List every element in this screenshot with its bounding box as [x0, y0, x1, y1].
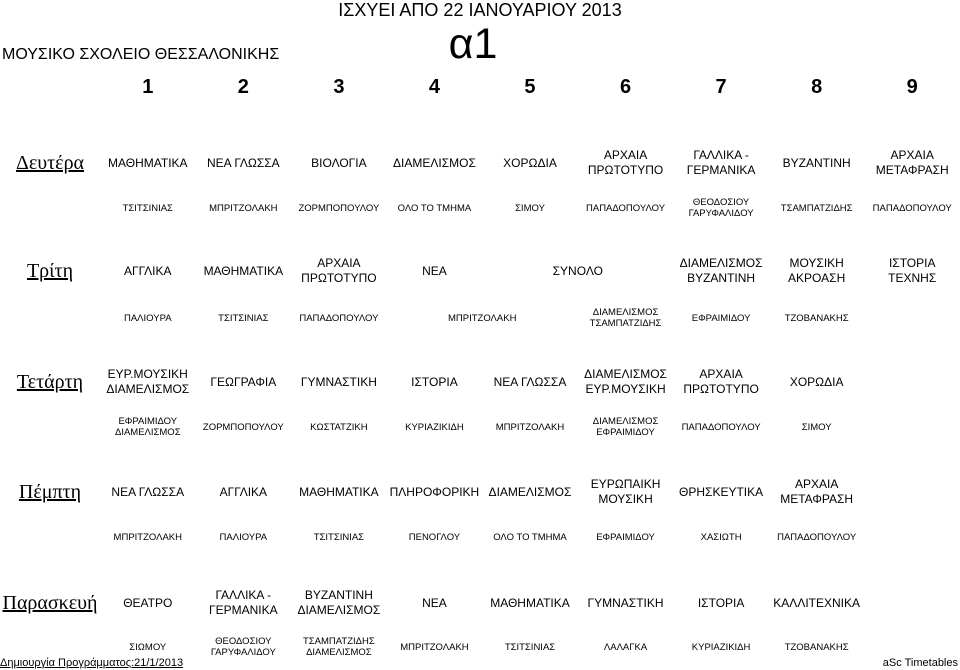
subject-cell: ΝΕΑ ΓΛΩΣΣΑ — [206, 155, 280, 170]
subject-cell: ΜΑΘΗΜΑΤΙΚΑ — [108, 155, 188, 170]
teacher-cell: ΤΣΑΜΠΑΤΖΙΔΗΣ ΔΙΑΜΕΛΙΣΜΟΣ — [303, 636, 375, 658]
teacher-cell: ΣΙΩΜΟΥ — [129, 641, 167, 653]
creation-date: Δημιουργία Προγράμματος:21/1/2013 — [0, 657, 184, 669]
day-row-wednesday — [0, 363, 960, 401]
teacher-cell: ΣΙΜΟΥ — [801, 421, 832, 433]
subject-cell: ΑΓΓΛΙΚΑ — [124, 263, 172, 278]
teacher-cell: ΤΣΙΤΣΙΝΙΑΣ — [313, 531, 365, 543]
subject-cell: ΓΑΛΛΙΚΑ - ΓΕΡΜΑΝΙΚΑ — [686, 148, 756, 177]
teacher-cell: ΘΕΟΔΟΣΙΟΥ ΓΑΡΥΦΑΛΙΔΟΥ — [688, 197, 754, 219]
day-name: Δευτέρα — [15, 151, 85, 174]
teacher-cell: ΠΑΠΑΔΟΠΟΥΛΟΥ — [586, 202, 666, 214]
teacher-cell: ΕΦΡΑΙΜΙΔΟΥ — [691, 312, 751, 324]
teacher-cell: ΤΣΙΤΣΙΝΙΑΣ — [122, 202, 173, 214]
teacher-cell: ΜΠΡΙΤΖΟΛΑΚΗ — [447, 312, 517, 324]
teacher-cell: ΤΖΟΒΑΝΑΚΗΣ — [784, 641, 849, 653]
day-row-friday — [0, 584, 960, 622]
teacher-cell: ΠΑΛΙΟΥΡΑ — [123, 312, 172, 324]
period-header — [100, 73, 960, 101]
subject-cell: ΑΡΧΑΙΑ ΠΡΩΤΟΤΥΠΟ — [683, 367, 759, 396]
class-name: α1 — [448, 20, 498, 68]
subject-cell: ΧΟΡΩΔΙΑ — [789, 374, 844, 389]
teacher-cell: ΠΑΠΑΔΟΠΟΥΛΟΥ — [681, 421, 761, 433]
subject-cell: ΝΕΑ ΓΛΩΣΣΑ — [493, 374, 567, 389]
teacher-cell: ΟΛΟ ΤΟ ΤΜΗΜΑ — [493, 531, 567, 543]
teacher-cell: ΠΑΠΑΔΟΠΟΥΛΟΥ — [777, 531, 857, 543]
subject-cell: ΜΟΥΣΙΚΗ ΑΚΡΟΑΣΗ — [788, 256, 846, 285]
subject-cell: ΣΥΝΟΛΟ — [552, 263, 603, 278]
subject-cell: ΠΛΗΡΟΦΟΡΙΚΗ — [389, 484, 480, 499]
day-name: Πέμπτη — [18, 480, 82, 503]
teacher-row-thursday — [0, 524, 960, 550]
subject-cell: ΙΣΤΟΡΙΑ ΤΕΧΝΗΣ — [888, 256, 937, 285]
teacher-cell: ΠΑΠΑΔΟΠΟΥΛΟΥ — [872, 202, 952, 214]
teacher-cell: ΕΦΡΑΙΜΙΔΟΥ — [596, 531, 655, 543]
period-number: 7 — [715, 76, 727, 98]
day-name: Παρασκευή — [2, 591, 98, 614]
teacher-cell: ΜΠΡΙΤΖΟΛΑΚΗ — [113, 531, 182, 543]
period-number: 2 — [237, 76, 249, 98]
teacher-cell: ΖΟΡΜΠΟΠΟΥΛΟΥ — [202, 421, 284, 433]
subject-cell: ΔΙΑΜΕΛΙΣΜΟΣ — [393, 155, 476, 170]
subject-cell: ΘΡΗΣΚΕΥΤΙΚΑ — [679, 484, 764, 499]
subject-cell: ΕΥΡ.ΜΟΥΣΙΚΗ ΔΙΑΜΕΛΙΣΜΟΣ — [106, 367, 190, 396]
teacher-cell: ΚΥΡΙΑΖΙΚΙΔΗ — [691, 641, 751, 653]
period-number: 9 — [906, 76, 918, 98]
validity-date: ΙΣΧΥΕΙ ΑΠΟ 22 ΙΑΝΟΥΑΡΙΟΥ 2013 — [338, 0, 622, 20]
subject-cell: ΒΙΟΛΟΓΙΑ — [311, 155, 367, 170]
teacher-cell: ΜΠΡΙΤΖΟΛΑΚΗ — [400, 641, 469, 653]
subject-cell: ΒΥΖΑΝΤΙΝΗ ΔΙΑΜΕΛΙΣΜΟΣ — [297, 588, 381, 617]
period-number: 5 — [524, 76, 536, 98]
teacher-cell: ΚΥΡΙΑΖΙΚΙΔΗ — [405, 421, 464, 433]
subject-cell: ΝΕΑ — [422, 263, 447, 278]
teacher-cell: ΘΕΟΔΟΣΙΟΥ ΓΑΡΥΦΑΛΙΔΟΥ — [210, 636, 276, 658]
subject-cell: ΜΑΘΗΜΑΤΙΚΑ — [490, 595, 570, 610]
teacher-cell: ΜΠΡΙΤΖΟΛΑΚΗ — [209, 202, 278, 214]
subject-cell: ΝΕΑ ΓΛΩΣΣΑ — [111, 484, 185, 499]
teacher-cell: ΠΑΛΙΟΥΡΑ — [219, 531, 268, 543]
subject-cell: ΧΟΡΩΔΙΑ — [503, 155, 557, 170]
day-row-monday — [0, 144, 960, 182]
day-name: Τετάρτη — [16, 370, 84, 393]
day-name: Τρίτη — [26, 259, 74, 282]
period-number: 4 — [428, 76, 440, 98]
subject-cell: ΕΥΡΩΠΑΙΚΗ ΜΟΥΣΙΚΗ — [590, 477, 661, 506]
software-credit: aSc Timetables — [882, 657, 958, 669]
teacher-cell: ΛΑΛΑΓΚΑ — [603, 641, 648, 653]
subject-cell: ΑΡΧΑΙΑ ΠΡΩΤΟΤΥΠΟ — [301, 256, 377, 285]
subject-cell: ΓΕΩΓΡΑΦΙΑ — [210, 374, 277, 389]
teacher-cell: ΣΙΜΟΥ — [515, 202, 545, 214]
teacher-cell: ΠΕΝΟΓΛΟΥ — [408, 531, 461, 543]
period-number: 1 — [142, 76, 154, 98]
day-row-thursday — [0, 473, 960, 511]
subject-cell: ΓΥΜΝΑΣΤΙΚΗ — [587, 595, 664, 610]
teacher-cell: ΔΙΑΜΕΛΙΣΜΟΣ ΕΦΡΑΙΜΙΔΟΥ — [592, 416, 659, 438]
subject-cell: ΚΑΛΛΙΤΕΧΝΙΚΑ — [773, 595, 861, 610]
subject-cell: ΜΑΘΗΜΑΤΙΚΑ — [299, 484, 379, 499]
teacher-cell: ΔΙΑΜΕΛΙΣΜΟΣ ΤΣΑΜΠΑΤΖΙΔΗΣ — [589, 307, 662, 329]
teacher-cell: ΖΟΡΜΠΟΠΟΥΛΟΥ — [298, 202, 380, 214]
day-row-tuesday — [0, 252, 960, 290]
teacher-cell: ΟΛΟ ΤΟ ΤΜΗΜΑ — [397, 202, 472, 214]
subject-cell: ΝΕΑ — [422, 595, 447, 610]
teacher-cell: ΤΣΙΤΣΙΝΙΑΣ — [218, 312, 269, 324]
subject-cell: ΒΥΖΑΝΤΙΝΗ — [782, 155, 851, 170]
subject-cell: ΔΙΑΜΕΛΙΣΜΟΣ ΕΥΡ.ΜΟΥΣΙΚΗ — [584, 367, 667, 396]
subject-cell: ΓΑΛΛΙΚΑ - ΓΕΡΜΑΝΙΚΑ — [209, 588, 278, 617]
teacher-row-wednesday — [0, 414, 960, 440]
school-name: ΜΟΥΣΙΚΟ ΣΧΟΛΕΙΟ ΘΕΣΣΑΛΟΝΙΚΗΣ — [2, 46, 280, 63]
teacher-row-tuesday — [0, 305, 960, 331]
period-number: 8 — [811, 76, 823, 98]
subject-cell: ΙΣΤΟΡΙΑ — [411, 374, 458, 389]
teacher-cell: ΧΑΣΙΩΤΗ — [700, 531, 742, 543]
teacher-cell: ΤΣΑΜΠΑΤΖΙΔΗΣ — [780, 202, 853, 214]
subject-cell: ΘΕΑΤΡΟ — [123, 595, 173, 610]
teacher-cell: ΤΣΙΤΣΙΝΙΑΣ — [504, 641, 556, 653]
subject-cell: ΔΙΑΜΕΛΙΣΜΟΣ — [488, 484, 572, 499]
period-number: 3 — [333, 76, 345, 98]
teacher-row-monday — [0, 195, 960, 221]
subject-cell: ΑΡΧΑΙΑ ΜΕΤΑΦΡΑΣΗ — [875, 148, 949, 177]
subject-cell: ΑΓΓΛΙΚΑ — [219, 484, 268, 499]
teacher-cell: ΚΩΣΤΑΤΖΙΚΗ — [310, 421, 368, 433]
subject-cell: ΑΡΧΑΙΑ ΠΡΩΤΟΤΥΠΟ — [587, 148, 664, 177]
subject-cell: ΔΙΑΜΕΛΙΣΜΟΣ ΒΥΖΑΝΤΙΝΗ — [679, 256, 763, 285]
subject-cell: ΑΡΧΑΙΑ ΜΕΤΑΦΡΑΣΗ — [780, 477, 854, 506]
period-number: 6 — [619, 76, 632, 98]
subject-cell: ΓΥΜΝΑΣΤΙΚΗ — [300, 374, 377, 389]
subject-cell: ΙΣΤΟΡΙΑ — [697, 595, 745, 610]
teacher-cell: ΤΖΟΒΑΝΑΚΗΣ — [784, 312, 849, 324]
teacher-cell: ΕΦΡΑΙΜΙΔΟΥ ΔΙΑΜΕΛΙΣΜΟΣ — [114, 416, 181, 438]
subject-cell: ΜΑΘΗΜΑΤΙΚΑ — [203, 263, 284, 278]
teacher-cell: ΜΠΡΙΤΖΟΛΑΚΗ — [495, 421, 565, 433]
teacher-cell: ΠΑΠΑΔΟΠΟΥΛΟΥ — [299, 312, 379, 324]
